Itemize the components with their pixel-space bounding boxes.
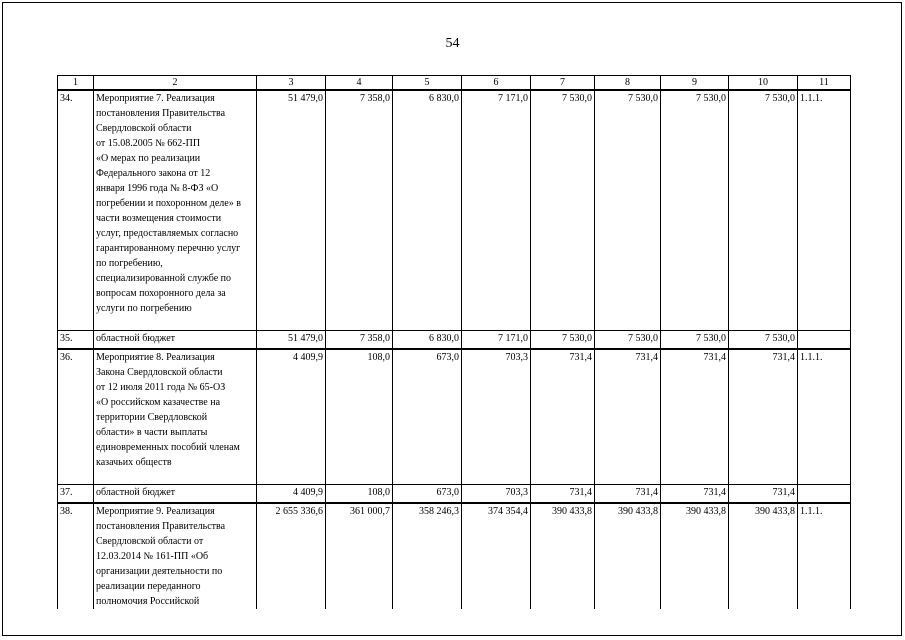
description-line: Свердловской области от	[96, 536, 204, 547]
description-line: вопросам похоронного дела за	[96, 288, 226, 299]
spacer-cell	[729, 470, 798, 485]
value-cell: 51 479,0	[257, 331, 326, 350]
value-cell: 7 358,0	[326, 331, 393, 350]
column-header: 2	[94, 76, 257, 91]
column-header: 11	[798, 76, 851, 91]
value-cell: 6 830,0	[393, 90, 462, 316]
value-cell: 731,4	[595, 349, 661, 470]
value-cell: 731,4	[661, 349, 729, 470]
spacer-cell	[326, 316, 393, 331]
value-cell: 374 354,4	[462, 503, 531, 609]
spacer-row	[58, 316, 851, 331]
value-cell: 108,0	[326, 485, 393, 504]
value-cell: 358 246,3	[393, 503, 462, 609]
row-description	[94, 349, 257, 470]
spacer-cell	[462, 316, 531, 331]
description-line: части возмещения стоимости	[96, 213, 222, 224]
description-line: областной бюджет	[96, 333, 176, 344]
description-line: Мероприятие 7. Реализация	[96, 93, 215, 104]
description-line: специализированной службе по	[96, 273, 232, 284]
spacer-cell	[257, 470, 326, 485]
description-line: «О российском казачестве на	[96, 397, 221, 408]
target-code	[798, 331, 851, 350]
column-header: 3	[257, 76, 326, 91]
value-cell: 7 530,0	[661, 90, 729, 316]
spacer-cell	[661, 316, 729, 331]
header-row	[58, 76, 851, 91]
spacer-cell	[94, 316, 257, 331]
description-line: единовременных пособий членам	[96, 442, 240, 453]
value-cell: 731,4	[729, 485, 798, 504]
description-line: Мероприятие 9. Реализация	[96, 506, 215, 517]
value-cell: 7 530,0	[531, 331, 595, 350]
value-cell: 703,3	[462, 349, 531, 470]
row-number: 35.	[58, 331, 94, 350]
table-body	[58, 90, 851, 609]
column-header: 1	[58, 76, 94, 91]
table-row	[58, 331, 851, 350]
spacer-cell	[531, 470, 595, 485]
description-line: постановления Правительства	[96, 108, 226, 119]
value-cell: 731,4	[661, 485, 729, 504]
value-cell: 7 171,0	[462, 331, 531, 350]
page-number: 54	[445, 36, 460, 51]
column-header: 6	[462, 76, 531, 91]
spacer-cell	[393, 470, 462, 485]
spacer-cell	[595, 316, 661, 331]
target-code	[798, 485, 851, 504]
value-cell: 390 433,8	[661, 503, 729, 609]
description-line: организации деятельности по	[96, 566, 223, 577]
value-cell: 4 409,9	[257, 485, 326, 504]
row-description	[94, 503, 257, 609]
value-cell: 7 358,0	[326, 90, 393, 316]
description-line: «О мерах по реализации	[96, 153, 201, 164]
value-cell: 731,4	[595, 485, 661, 504]
column-header: 8	[595, 76, 661, 91]
row-description	[94, 485, 257, 504]
row-number: 38.	[58, 503, 94, 609]
description-line: казачьих обществ	[96, 457, 172, 468]
value-cell: 7 530,0	[661, 331, 729, 350]
row-description	[94, 331, 257, 350]
description-line: полномочия Российской	[96, 596, 200, 607]
spacer-cell	[393, 316, 462, 331]
table-row	[58, 90, 851, 316]
value-cell: 390 433,8	[595, 503, 661, 609]
value-cell: 731,4	[531, 485, 595, 504]
description-line: услуг, предоставляемых согласно	[96, 228, 239, 239]
column-header: 10	[729, 76, 798, 91]
value-cell: 108,0	[326, 349, 393, 470]
column-header: 7	[531, 76, 595, 91]
value-cell: 703,3	[462, 485, 531, 504]
value-cell: 51 479,0	[257, 90, 326, 316]
description-line: услуги по погребению	[96, 303, 192, 314]
column-header: 9	[661, 76, 729, 91]
description-line: области» в части выплаты	[96, 427, 208, 438]
spacer-cell	[58, 316, 94, 331]
value-cell: 731,4	[531, 349, 595, 470]
value-cell: 7 530,0	[595, 90, 661, 316]
value-cell: 731,4	[729, 349, 798, 470]
value-cell: 7 530,0	[595, 331, 661, 350]
description-line: Закона Свердловской области	[96, 367, 223, 378]
table-row	[58, 349, 851, 470]
description-line: постановления Правительства	[96, 521, 226, 532]
value-cell: 7 530,0	[729, 331, 798, 350]
spacer-cell	[798, 316, 851, 331]
column-header: 5	[393, 76, 462, 91]
spacer-cell	[462, 470, 531, 485]
value-cell: 390 433,8	[531, 503, 595, 609]
description-line: от 12 июля 2011 года № 65-ОЗ	[96, 382, 226, 393]
spacer-cell	[798, 470, 851, 485]
description-line: гарантированному перечню услуг	[96, 243, 241, 254]
table-row	[58, 503, 851, 609]
value-cell: 673,0	[393, 349, 462, 470]
description-line: Мероприятие 8. Реализация	[96, 352, 215, 363]
table-row	[58, 485, 851, 504]
description-line: января 1996 года № 8-ФЗ «О	[96, 183, 219, 194]
value-cell: 6 830,0	[393, 331, 462, 350]
description-line: областной бюджет	[96, 487, 176, 498]
description-line: погребении и похоронном деле» в	[96, 198, 241, 209]
spacer-cell	[257, 316, 326, 331]
description-line: по погребению,	[96, 258, 163, 269]
spacer-cell	[595, 470, 661, 485]
spacer-cell	[326, 470, 393, 485]
row-number: 34.	[58, 90, 94, 316]
description-line: Федерального закона от 12	[96, 168, 211, 179]
target-code: 1.1.1.	[798, 503, 851, 609]
target-code: 1.1.1.	[798, 90, 851, 316]
spacer-cell	[94, 470, 257, 485]
description-line: Свердловской области	[96, 123, 192, 134]
description-line: реализации переданного	[96, 581, 201, 592]
value-cell: 2 655 336,6	[257, 503, 326, 609]
row-number: 37.	[58, 485, 94, 504]
description-line: территории Свердловской	[96, 412, 208, 423]
row-number: 36.	[58, 349, 94, 470]
spacer-cell	[58, 470, 94, 485]
description-line: от 15.08.2005 № 662-ПП	[96, 138, 201, 149]
value-cell: 390 433,8	[729, 503, 798, 609]
column-header: 4	[326, 76, 393, 91]
value-cell: 4 409,9	[257, 349, 326, 470]
target-code: 1.1.1.	[798, 349, 851, 470]
row-description	[94, 90, 257, 316]
value-cell: 673,0	[393, 485, 462, 504]
value-cell: 7 530,0	[531, 90, 595, 316]
spacer-row	[58, 470, 851, 485]
value-cell: 361 000,7	[326, 503, 393, 609]
value-cell: 7 171,0	[462, 90, 531, 316]
budget-table	[57, 75, 851, 609]
description-line: 12.03.2014 № 161-ПП «Об	[96, 551, 209, 562]
spacer-cell	[729, 316, 798, 331]
value-cell: 7 530,0	[729, 90, 798, 316]
spacer-cell	[661, 470, 729, 485]
spacer-cell	[531, 316, 595, 331]
